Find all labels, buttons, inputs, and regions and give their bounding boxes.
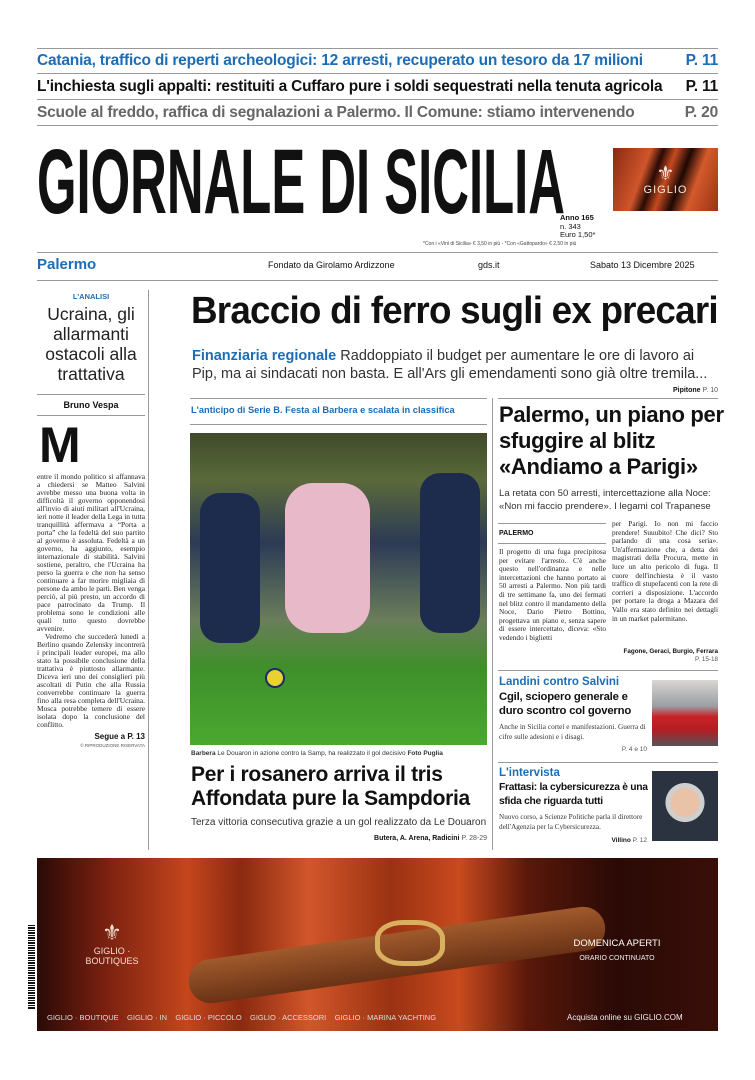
- cgil-headline[interactable]: Cgil, sciopero generale e duro scontro col governo: [499, 691, 632, 717]
- giglio-ad-box[interactable]: ⚜ GIGLIO: [613, 148, 718, 211]
- edition-label: Palermo: [37, 256, 97, 273]
- teaser-2[interactable]: [37, 74, 718, 100]
- blitz-body: Il progetto di una fuga precipitosa per evitare l'arresto. C'è anche questo nell'ordinanza e nelle intercettazioni che hanno portato ai 50 arresti a Palermo. Non più tardi di tre settimane fa, uno dei fermati nel blitz contro il mandamento della Noce, Dario Pietro Bottino, progettava un piano e, senza sapere di essere intercettato, diceva: «Sto vedendo i biglietti: [499, 547, 606, 642]
- blitz-byline: Fagone, Geraci, Burgio, Ferrara P. 15-18: [623, 648, 718, 663]
- interview-kicker: L'intervista: [499, 767, 560, 779]
- store-list: GIGLIO · BOUTIQUE GIGLIO · IN GIGLIO · PICCOLO GIGLIO · ACCESSORI GIGLIO · MARINA YACHTING: [47, 1013, 437, 1022]
- divider: [190, 398, 487, 399]
- blitz-headline[interactable]: Palermo, un piano per sfuggire al blitz «Andiamo a Parigi»: [499, 402, 724, 479]
- divider: [498, 670, 718, 671]
- rights-note: © RIPRODUZIONE RISERVATA: [80, 743, 145, 748]
- sport-deck: Terza vittoria consecutiva grazie a un gol realizzato da Le Douaron: [191, 817, 487, 828]
- site-link[interactable]: gds.it: [478, 260, 500, 270]
- photo-caption: Barbera Le Douaron in azione contro la Samp, ha realizzato il gol decisivo Foto Puglia: [191, 750, 443, 757]
- player-figure: [200, 493, 260, 643]
- lead-deck: Finanziaria regionale Raddoppiato il budget per aumentare le ore di lavoro ai Pip, ma ai sindacati non basta. E all'Ars gli emendamenti sono già oltre tremila...: [192, 348, 708, 382]
- interview-byline: Villino P. 12: [611, 837, 647, 844]
- svg-text:GIORNALE DI SICILIA: GIORNALE DI SICILIA: [37, 138, 565, 218]
- sport-byline: Butera, A. Arena, Radicini P. 28-29: [374, 835, 487, 842]
- divider: [37, 48, 718, 49]
- divider: [498, 523, 606, 524]
- ball: [265, 668, 285, 688]
- giglio-advertisement[interactable]: [37, 858, 718, 1031]
- continue-link[interactable]: Segue a P. 13: [94, 732, 145, 741]
- analysis-column: [37, 292, 145, 748]
- divider: [37, 252, 718, 253]
- teaser-3[interactable]: [37, 100, 718, 126]
- shop-online-link[interactable]: Acquista online su GIGLIO.COM: [567, 1013, 683, 1022]
- cgil-page: P. 4 e 10: [621, 746, 647, 753]
- teaser-text: L'inchiesta sugli appalti: restituiti a Cuffaro pure i soldi sequestrati nella tenuta agricola: [37, 78, 663, 95]
- sport-headline[interactable]: Per i rosanero arriva il tris Affondata pure la Sampdoria: [191, 763, 470, 810]
- teaser-page: P. 11: [685, 78, 718, 95]
- analysis-author: Bruno Vespa: [37, 394, 145, 416]
- cgil-kicker: Landini contro Salvini: [499, 676, 620, 688]
- column-divider: [492, 398, 493, 850]
- teaser-page: P. 11: [685, 52, 718, 69]
- divider: [498, 543, 606, 544]
- lily-icon: ⚜: [656, 162, 675, 185]
- analysis-kicker: L'ANALISI: [72, 292, 110, 301]
- price-note: *Con i «Vini di Sicilia» € 3,50 in più - *Con «Gattopardo» € 2,50 in più: [423, 241, 577, 247]
- teaser-text: Catania, traffico di reperti archeologici: 12 arresti, recuperato un tesoro da 17 milioni: [37, 52, 643, 69]
- dateline: PALERMO: [499, 530, 534, 537]
- sport-kicker: L'anticipo di Serie B. Festa al Barbera e scalata in classifica: [191, 405, 455, 415]
- blitz-deck: La retata con 50 arresti, intercettazione alla Noce: «Non mi faccio prendere». I legami col Trapanese: [499, 488, 711, 512]
- analysis-body: Vedremo che succederà lunedì a Berlino quando Zelensky incontrerà i principali leader europei, ma allo stato la possibile conclusione della trattativa è piuttosto allarmante. Diceva ieri uno dei consiglieri più ascoltati di Putin che alla Russia converrebbe continuare la guerra fino alla resa completa dell'Ucraina. Mosca potrebbe temere di essere isolata dopo la conclusione del conflitto.: [37, 632, 145, 729]
- barcode: [28, 925, 35, 1010]
- divider: [498, 762, 718, 763]
- lead-byline: Pipitone P. 10: [672, 387, 718, 394]
- teaser-text: Scuole al freddo, raffica di segnalazioni a Palermo. Il Comune: stiamo intervenendo: [37, 104, 635, 121]
- portrait-photo: [652, 771, 718, 841]
- column-divider: [148, 290, 149, 850]
- drop-cap: M: [39, 417, 81, 473]
- divider: [37, 280, 718, 281]
- belt-buckle: [375, 920, 445, 966]
- analysis-title[interactable]: Ucraina, gli allarmanti ostacoli alla trattativa: [45, 304, 137, 384]
- analysis-body: entre il mondo politico si affannava a chiedersi se Matteo Salvini avrebbe messo una buona volta in difficoltà il governo opponendosi all'invio di aiuti militari all'Ucraina, ieri notte il leader della Lega in tutta tranquillità affermava a “Porta a porta” che la fedeltà del suo partito al governo è assoluta. Fedeltà a un governo, ha aggiunto, esempio internazionale di stabilità. Salvini sostiene, peraltro, che l'Ucraina ha perso la guerra e che non ha senso continuare a far morire migliaia di persone da ambo le parti. Ben venga perciò, al più presto, un accordo di pace patrocinato da Trump. Il problema sono le condizioni alle quali tutto questo dovrebbe avvenire.: [37, 472, 145, 633]
- masthead-logo: [37, 138, 567, 218]
- blitz-body: per Parigi. Io non mi faccio prendere! Suuubito! Che dici? Sto parlando di una cosa seria». Un'affermazione che, a detta dei magistrati della Procura, mette in luce un alto pericolo di fuga. Il cuore dell'inchiesta è il vasto traffico di stupefacenti con la rete di corrieri a disposizione. L'accordo per portare la droga a Mazara del Vallo era stato definito nei dettagli in un market palermitano.: [612, 519, 718, 623]
- ad-hours: DOMENICA APERTI ORARIO CONTINUATO: [573, 938, 661, 962]
- divider: [498, 398, 718, 399]
- player-figure: [285, 483, 370, 633]
- match-photo: [190, 433, 487, 745]
- teaser-1[interactable]: [37, 48, 718, 74]
- ad-brand: ⚜ GIGLIO · BOUTIQUES: [67, 920, 157, 966]
- founder-line: Fondato da Girolamo Ardizzone: [268, 260, 395, 270]
- interview-headline[interactable]: Frattasi: la cybersicurezza è una sfida che riguarda tutti: [499, 782, 648, 807]
- issue-date: Sabato 13 Dicembre 2025: [590, 260, 695, 270]
- lead-headline[interactable]: Braccio di ferro sugli ex precari: [191, 290, 718, 332]
- player-figure: [420, 473, 480, 633]
- teaser-page: P. 20: [684, 104, 718, 121]
- divider: [190, 424, 487, 425]
- lily-icon: ⚜: [102, 920, 122, 945]
- issue-info: Anno 165 n. 343 Euro 1,50*: [560, 213, 596, 239]
- cgil-deck: Anche in Sicilia cortei e manifestazioni. Guerra di cifre sulle adesioni e i disagi.: [499, 722, 646, 741]
- interview-deck: Nuovo corso, a Scienze Politiche parla il direttore dell'Agenzia per la Cybersicurezza.: [499, 813, 643, 831]
- strike-photo: [652, 680, 718, 746]
